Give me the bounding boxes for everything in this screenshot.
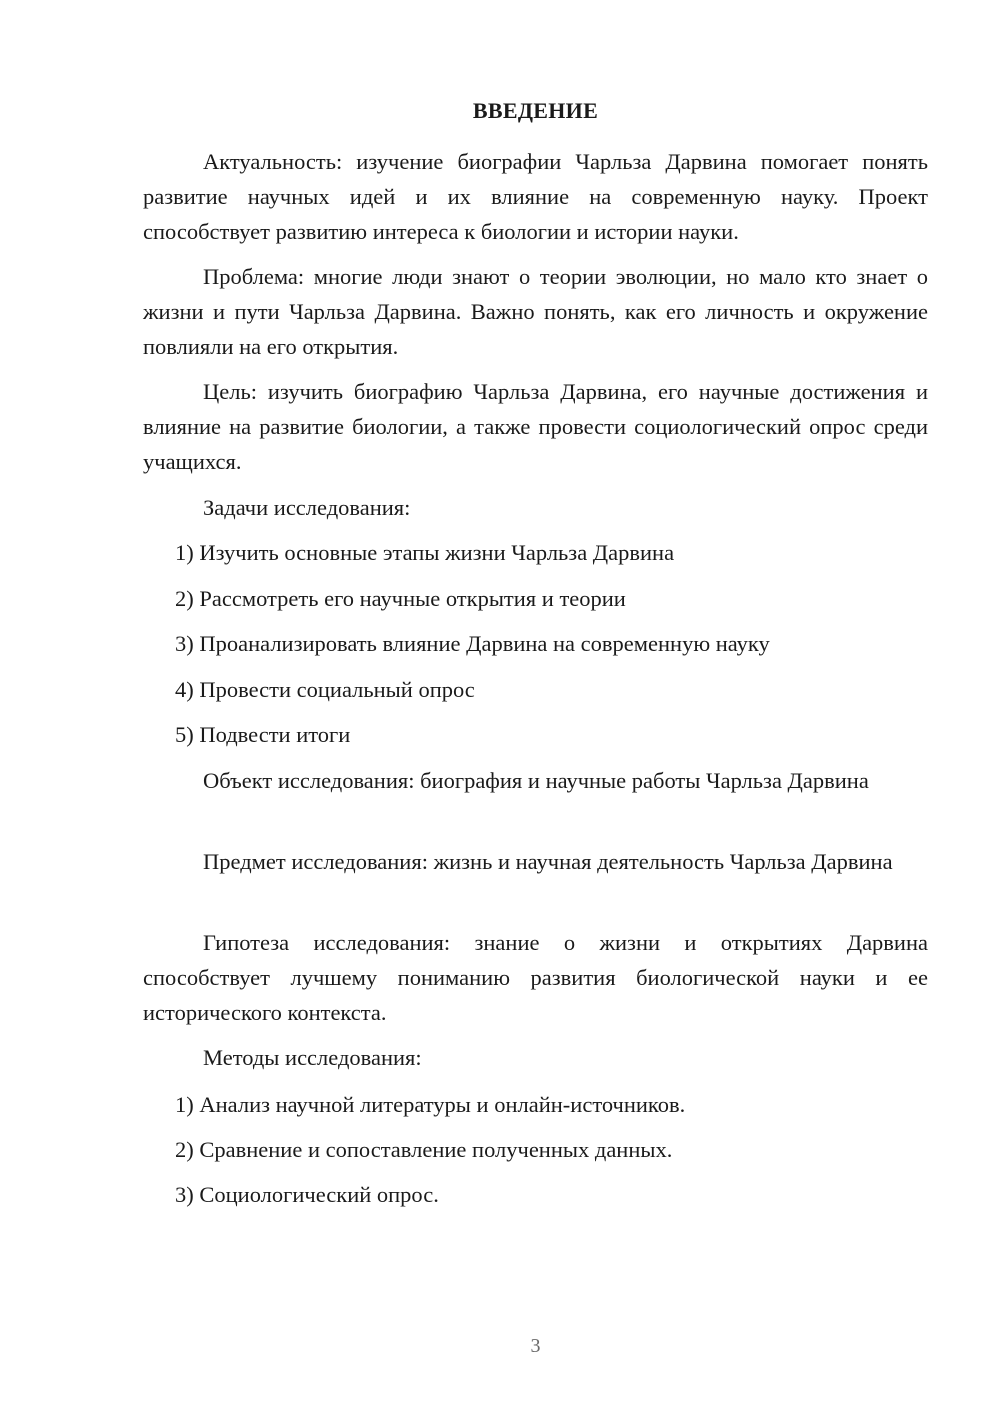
paragraph-subject: Предмет исследования: жизнь и научная деятельность Чарльза Дарвина xyxy=(203,849,893,874)
task-item-5: 5) Подвести итоги xyxy=(175,722,351,747)
method-item-3: 3) Социологический опрос. xyxy=(175,1182,439,1207)
paragraph-hypothesis: Гипотеза исследования: знание о жизни и открытиях Дарвина способствует лучшему пониманию развития биологической науки и ее исторического контекста. xyxy=(143,930,928,1025)
methods-heading: Методы исследования: xyxy=(203,1045,422,1070)
paragraph-relevance: Актуальность: изучение биографии Чарльза Дарвина помогает понять развитие научных идей и их влияние на современную науку. Проект способствует развитию интереса к биологии и истории науки. xyxy=(143,149,928,244)
tasks-heading: Задачи исследования: xyxy=(203,495,411,520)
page-number: 3 xyxy=(530,1335,541,1357)
method-item-2: 2) Сравнение и сопоставление полученных данных. xyxy=(175,1137,673,1162)
task-item-1: 1) Изучить основные этапы жизни Чарльза Дарвина xyxy=(175,540,675,565)
paragraph-object: Объект исследования: биография и научные работы Чарльза Дарвина xyxy=(203,768,869,793)
paragraph-problem: Проблема: многие люди знают о теории эволюции, но мало кто знает о жизни и пути Чарльза Дарвина. Важно понять, как его личность и окружение повлияли на его открытия. xyxy=(143,264,928,359)
method-item-1: 1) Анализ научной литературы и онлайн-источников. xyxy=(175,1092,686,1117)
task-item-4: 4) Провести социальный опрос xyxy=(175,677,475,702)
section-title: ВВЕДЕНИЕ xyxy=(472,98,599,123)
task-item-2: 2) Рассмотреть его научные открытия и теории xyxy=(175,586,626,611)
paragraph-goal: Цель: изучить биографию Чарльза Дарвина, его научные достижения и влияние на развитие биологии, а также провести социологический опрос среди учащихся. xyxy=(143,379,928,474)
document-page xyxy=(143,0,928,1414)
task-item-3: 3) Проанализировать влияние Дарвина на современную науку xyxy=(175,631,770,656)
